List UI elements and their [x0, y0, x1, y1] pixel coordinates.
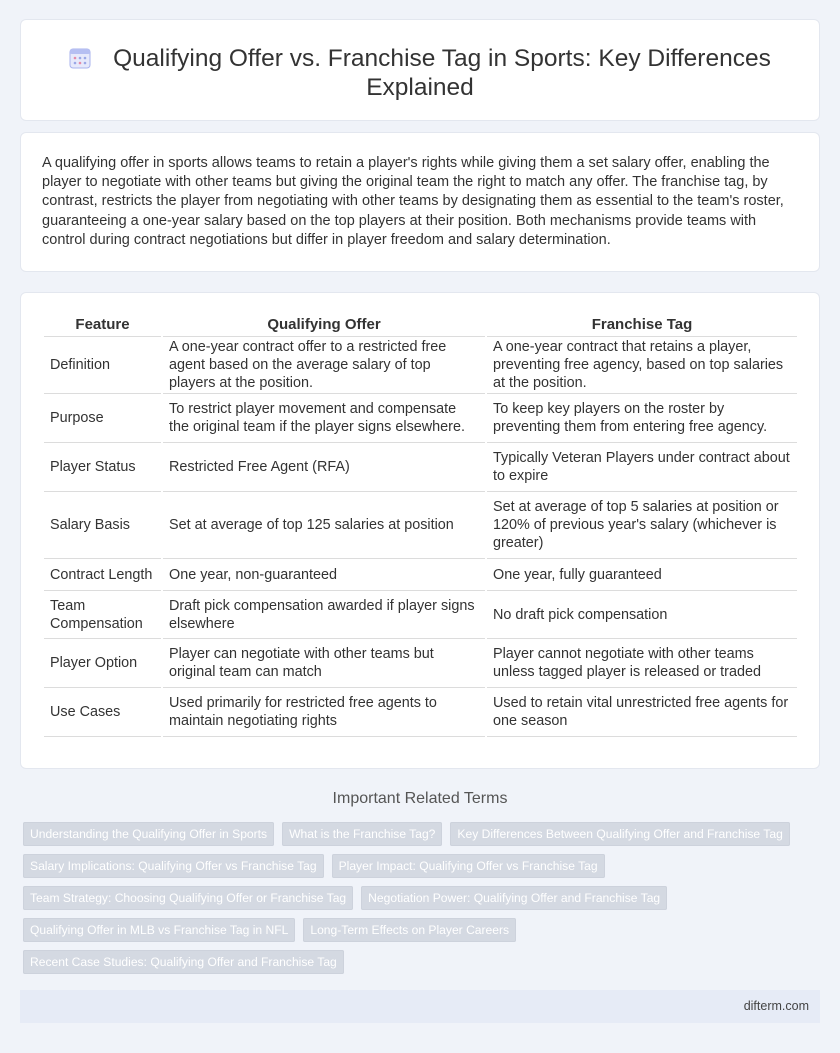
qualifying-offer-cell: Used primarily for restricted free agents to maintain negotiating rights — [163, 688, 485, 737]
qualifying-offer-cell: Player can negotiate with other teams but original team can match — [163, 639, 485, 688]
feature-cell: Player Option — [44, 639, 161, 688]
calendar-icon — [69, 47, 91, 69]
comparison-table — [42, 315, 799, 737]
qualifying-offer-cell: Set at average of top 125 salaries at position — [163, 492, 485, 559]
site-link[interactable]: difterm.com — [743, 999, 809, 1013]
qualifying-offer-cell: To restrict player movement and compensate the original team if the player signs elsewhere. — [163, 394, 485, 443]
footer — [20, 990, 820, 1023]
franchise-tag-cell: To keep key players on the roster by preventing them from entering free agency. — [487, 394, 797, 443]
comparison-card — [20, 292, 820, 769]
intro-paragraph: A qualifying offer in sports allows teams to retain a player's rights while giving them a set salary offer, enabling the player to negotiate with other teams but giving the original team the right to match any offer. The franchise tag, by contrast, restricts the player from negotiating with other teams by designating them as essential to the team's roster, guaranteeing a one-year salary based on the top players at their position. Both mechanisms provide teams with control during contract negotiations but differ in player freedom and salary determination. — [42, 155, 784, 248]
header-franchise-tag: Franchise Tag — [487, 315, 797, 337]
page-title-wrap — [21, 44, 819, 102]
related-term-link[interactable]: Qualifying Offer in MLB vs Franchise Tag in NFL — [23, 918, 295, 942]
qualifying-offer-cell: One year, non-guaranteed — [163, 559, 485, 591]
related-term-link[interactable]: Long-Term Effects on Player Careers — [303, 918, 516, 942]
feature-cell: Player Status — [44, 443, 161, 492]
franchise-tag-cell: Set at average of top 5 salaries at position or 120% of previous year's salary (whichever is greater) — [487, 492, 797, 559]
related-term-link[interactable]: Player Impact: Qualifying Offer vs Franchise Tag — [332, 854, 605, 878]
related-term-link[interactable]: Understanding the Qualifying Offer in Sports — [23, 822, 274, 846]
header-qualifying-offer: Qualifying Offer — [163, 315, 485, 337]
franchise-tag-cell: Used to retain vital unrestricted free agents for one season — [487, 688, 797, 737]
feature-cell: Definition — [44, 337, 161, 394]
qualifying-offer-cell: Draft pick compensation awarded if player signs elsewhere — [163, 591, 485, 639]
related-term-link[interactable]: Key Differences Between Qualifying Offer and Franchise Tag — [450, 822, 789, 846]
franchise-tag-cell: No draft pick compensation — [487, 591, 797, 639]
related-term-link[interactable]: Salary Implications: Qualifying Offer vs Franchise Tag — [23, 854, 324, 878]
feature-cell: Salary Basis — [44, 492, 161, 559]
related-term-link[interactable]: Recent Case Studies: Qualifying Offer and Franchise Tag — [23, 950, 344, 974]
table-row — [44, 559, 797, 591]
related-term-link[interactable]: Negotiation Power: Qualifying Offer and Franchise Tag — [361, 886, 667, 910]
franchise-tag-cell: Typically Veteran Players under contract about to expire — [487, 443, 797, 492]
related-term-link[interactable]: Team Strategy: Choosing Qualifying Offer or Franchise Tag — [23, 886, 353, 910]
header-card — [20, 19, 820, 121]
franchise-tag-cell: Player cannot negotiate with other teams unless tagged player is released or traded — [487, 639, 797, 688]
feature-cell: Use Cases — [44, 688, 161, 737]
feature-cell: Team Compensation — [44, 591, 161, 639]
qualifying-offer-cell: Restricted Free Agent (RFA) — [163, 443, 485, 492]
qualifying-offer-cell: A one-year contract offer to a restricted free agent based on the average salary of top players at the position. — [163, 337, 485, 394]
table-row — [44, 443, 797, 492]
table-row — [44, 688, 797, 737]
table-row — [44, 394, 797, 443]
related-terms-heading: Important Related Terms — [332, 790, 508, 807]
feature-cell: Contract Length — [44, 559, 161, 591]
table-row — [44, 492, 797, 559]
franchise-tag-cell: A one-year contract that retains a player, preventing free agency, based on top salaries at the position. — [487, 337, 797, 394]
related-term-link[interactable]: What is the Franchise Tag? — [282, 822, 442, 846]
franchise-tag-cell: One year, fully guaranteed — [487, 559, 797, 591]
related-terms-list — [23, 822, 813, 974]
intro-card — [20, 132, 820, 272]
feature-cell: Purpose — [44, 394, 161, 443]
page-title: Qualifying Offer vs. Franchise Tag in Sports: Key Differences Explained — [113, 45, 771, 101]
header-feature: Feature — [44, 315, 161, 337]
table-header-row — [44, 315, 797, 337]
table-row — [44, 337, 797, 394]
table-row — [44, 591, 797, 639]
table-row — [44, 639, 797, 688]
